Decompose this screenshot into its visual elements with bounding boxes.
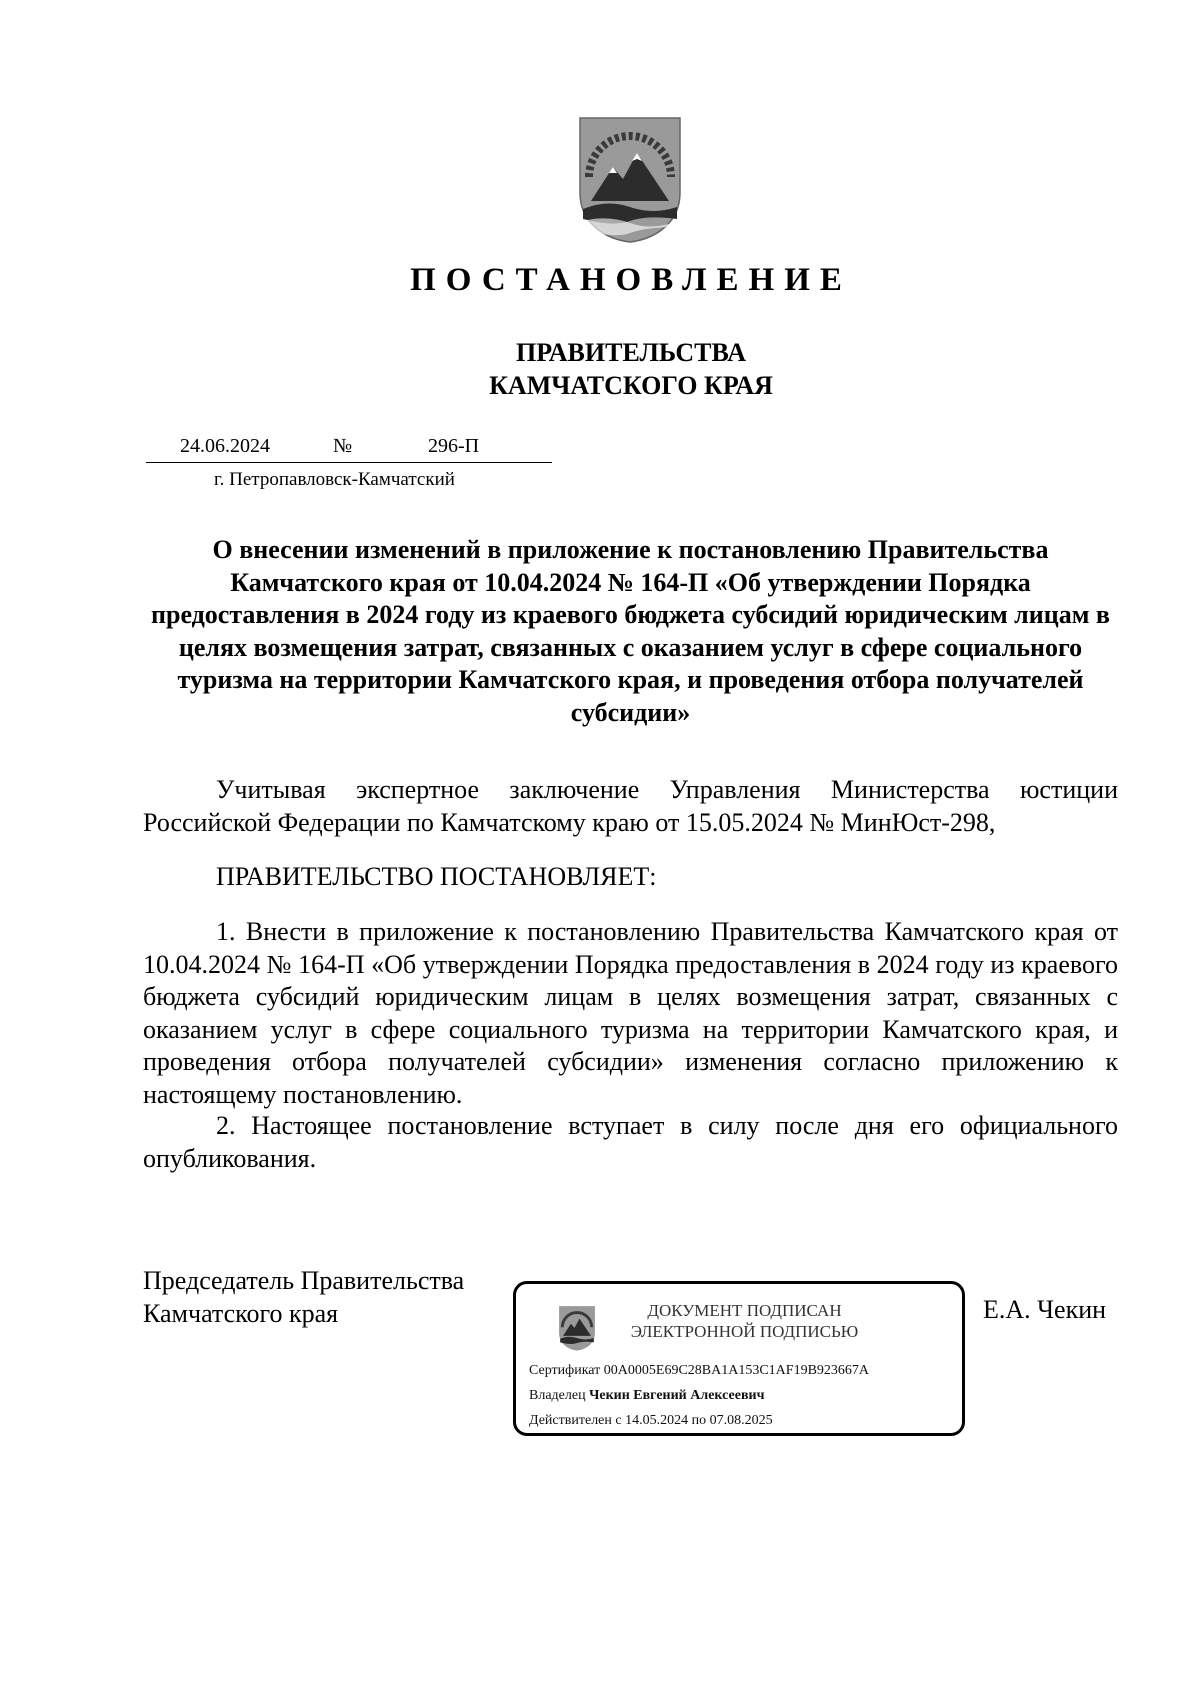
valid-to-label: по bbox=[691, 1413, 707, 1428]
item-2-paragraph: 2. Настоящее постановление вступает в силу после дня его официального опубликования. bbox=[143, 1111, 1118, 1173]
signature-heading bbox=[612, 1300, 877, 1342]
certificate-value: 00A0005E69C28BA1A153C1AF19B923667A bbox=[603, 1363, 870, 1378]
valid-to: 07.08.2025 bbox=[709, 1413, 773, 1428]
valid-label: Действителен с bbox=[529, 1413, 622, 1428]
electronic-signature-stamp bbox=[513, 1281, 965, 1436]
signature-heading-line: ЭЛЕКТРОННОЙ ПОДПИСЬЮ bbox=[630, 1322, 859, 1341]
decree-word: ПРАВИТЕЛЬСТВО ПОСТАНОВЛЯЕТ: bbox=[216, 862, 657, 891]
document-city: г. Петропавловск-Камчатский bbox=[214, 469, 455, 490]
signer-title bbox=[143, 1264, 464, 1330]
document-heading: ПОСТАНОВЛЕНИЕ bbox=[410, 262, 852, 298]
validity-row bbox=[529, 1413, 773, 1429]
certificate-row bbox=[529, 1363, 869, 1379]
issuer-block bbox=[0, 336, 1200, 402]
certificate-label: Сертификат bbox=[529, 1363, 601, 1378]
signer-name: Е.А. Чекин bbox=[983, 1295, 1107, 1324]
number-sign: № bbox=[333, 435, 353, 457]
owner-row bbox=[529, 1388, 764, 1404]
document-date: 24.06.2024 bbox=[180, 435, 270, 457]
signature-heading-line: ДОКУМЕНТ ПОДПИСАН bbox=[647, 1301, 842, 1320]
document-title: О внесении изменений в приложение к постановлению Правительства Камчатского края от 10.04.2024 № 164-П «Об утверждении Порядка предоставления в 2024 году из краевого бюджета субсидий юридическим лицам в целях возмещения затрат, связанных с оказанием услуг в сфере социального туризма на территории Камчатского края, и проведения отбора получателей субсидии» bbox=[151, 535, 1110, 727]
signer-title-line: Председатель Правительства bbox=[143, 1266, 465, 1295]
issuer-line: КАМЧАТСКОГО КРАЯ bbox=[489, 371, 773, 400]
owner-value: Чекин Евгений Алексеевич bbox=[589, 1388, 765, 1403]
coat-of-arms-icon bbox=[558, 1304, 596, 1352]
item-1-paragraph: 1. Внести в приложение к постановлению Правительства Камчатского края от 10.04.2024 № 164-П «Об утверждении Порядка предоставления в 2024 году из краевого бюджета субсидий юридическим лицам в целях возмещения затрат, связанных с оказанием услуг в сфере социального туризма на территории Камчатского края, и проведения отбора получателей субсидии» изменения согласно приложению к настоящему постановлению. bbox=[143, 917, 1118, 1109]
coat-of-arms-icon bbox=[577, 115, 683, 243]
signer-title-line: Камчатского края bbox=[143, 1299, 339, 1328]
valid-from: 14.05.2024 bbox=[625, 1413, 689, 1428]
document-number: 296-П bbox=[428, 435, 480, 457]
issuer-line: ПРАВИТЕЛЬСТВА bbox=[516, 338, 746, 367]
registration-underline bbox=[146, 462, 552, 463]
preamble-paragraph: Учитывая экспертное заключение Управления Министерства юстиции Российской Федерации по Камчатскому краю от 15.05.2024 № МинЮст-298, bbox=[143, 775, 1118, 837]
owner-label: Владелец bbox=[529, 1388, 586, 1403]
